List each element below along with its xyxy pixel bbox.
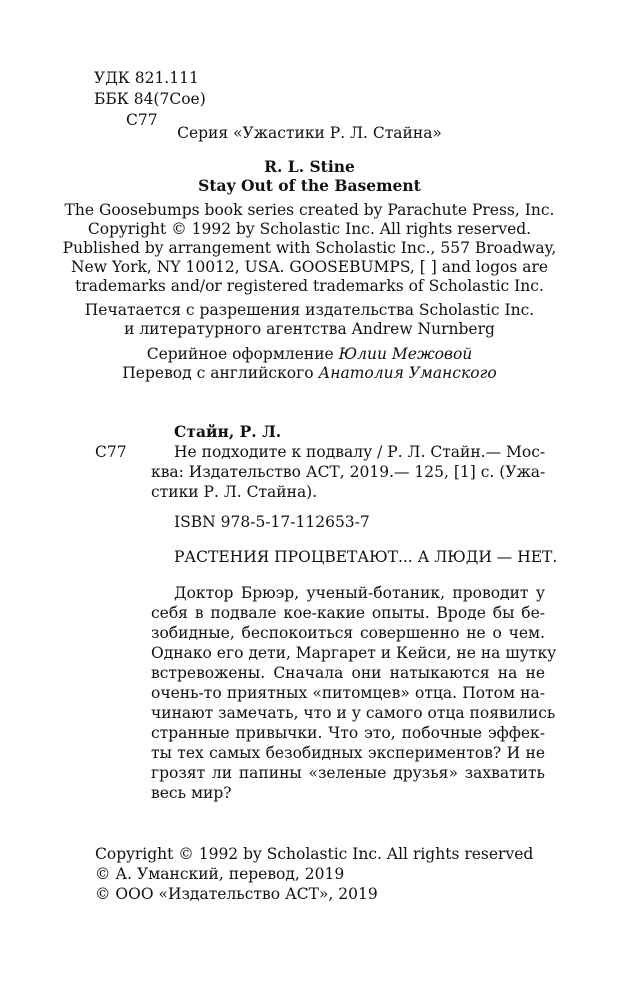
annotation-line: встревожены. Сначала они натыкаются на не bbox=[151, 664, 545, 682]
catalog-line: ква: Издательство АСТ, 2019.— 125, [1] с. (Ужа- bbox=[151, 463, 546, 481]
copyright-footer-line: Copyright © 1992 by Scholastic Inc. All rights reserved bbox=[95, 845, 534, 863]
copyright-en-line: Published by arrangement with Scholastic Inc., 557 Broadway, bbox=[62, 239, 557, 257]
tagline: РАСТЕНИЯ ПРОЦВЕТАЮТ... А ЛЮДИ — НЕТ. bbox=[174, 548, 558, 566]
annotation-line: зобидные, беспокоиться совершенно не о чем. bbox=[151, 624, 545, 642]
annotation-line: грозят ли папины «зеленые друзья» захватить bbox=[151, 764, 545, 782]
bbk-code: ББК 84(7Сое) bbox=[94, 90, 206, 108]
translation-credit-name: Анатолия Уманского bbox=[318, 364, 497, 382]
copyright-footer-line: © ООО «Издательство АСТ», 2019 bbox=[95, 885, 378, 903]
permission-line: и литературного агентства Andrew Nurnberg bbox=[124, 320, 495, 338]
annotation-line: чинают замечать, что и у самого отца появились bbox=[151, 704, 556, 722]
annotation-line: Доктор Брюэр, ученый-ботаник, проводит у bbox=[174, 584, 545, 602]
translation-credit-prefix: Перевод с английского bbox=[122, 364, 314, 382]
copyright-en-line: New York, NY 10012, USA. GOOSEBUMPS, [ ] and logos are bbox=[70, 258, 549, 276]
design-credit-prefix: Серийное оформление bbox=[146, 345, 334, 363]
catalog-code: С77 bbox=[95, 443, 127, 461]
title-en: Stay Out of the Basement bbox=[198, 176, 421, 195]
copyright-en-line: trademarks and/or registered trademarks of Scholastic Inc. bbox=[75, 277, 544, 295]
catalog-author: Стайн, Р. Л. bbox=[174, 422, 282, 441]
copyright-footer-line: © А. Уманский, перевод, 2019 bbox=[95, 865, 345, 883]
series-line: Серия «Ужастики Р. Л. Стайна» bbox=[177, 124, 442, 142]
annotation-line: себя в подвале кое-какие опыты. Вроде бы бе- bbox=[151, 604, 545, 622]
isbn: ISBN 978-5-17-112653-7 bbox=[174, 513, 370, 531]
copyright-en-line: Copyright © 1992 by Scholastic Inc. All rights reserved. bbox=[87, 220, 532, 238]
permission-line: Печатается с разрешения издательства Scholastic Inc. bbox=[84, 301, 535, 319]
design-credit-name: Юлии Межовой bbox=[338, 345, 473, 363]
author-en: R. L. Stine bbox=[264, 157, 355, 176]
catalog-line: Не подходите к подвалу / Р. Л. Стайн.— Мос- bbox=[174, 443, 546, 461]
annotation-line: весь мир? bbox=[151, 784, 232, 802]
translation-credit bbox=[0, 364, 619, 382]
udk-code: УДК 821.111 bbox=[94, 69, 199, 87]
annotation-line: Однако его дети, Маргарет и Кейси, не на шутку bbox=[151, 644, 557, 662]
annotation-line: ты тех самых безобидных экспериментов? И не bbox=[151, 744, 545, 762]
annotation-line: очень-то приятных «питомцев» отца. Потом на- bbox=[151, 684, 545, 702]
copyright-en-line: The Goosebumps book series created by Parachute Press, Inc. bbox=[64, 201, 555, 219]
catalog-line: стики Р. Л. Стайна). bbox=[151, 483, 318, 501]
author-mark: С77 bbox=[126, 111, 158, 129]
design-credit bbox=[0, 345, 619, 363]
annotation-line: странные привычки. Что это, побочные эффек- bbox=[151, 724, 545, 742]
